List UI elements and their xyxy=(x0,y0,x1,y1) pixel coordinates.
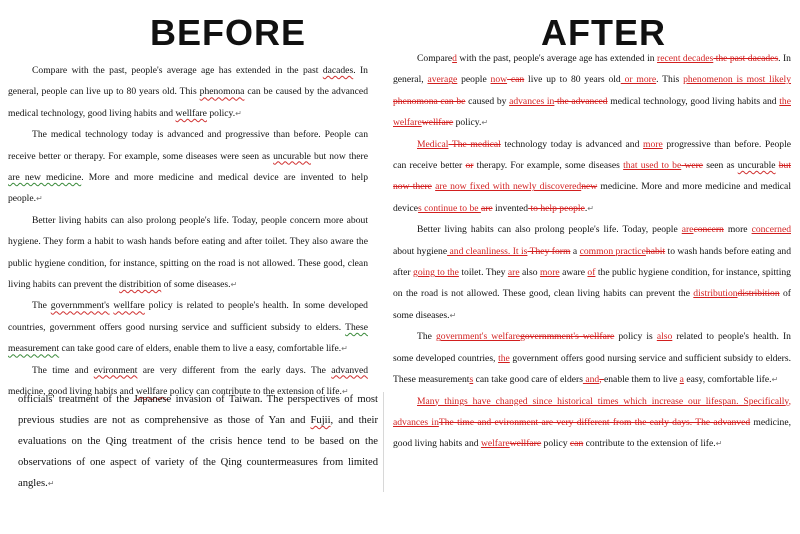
deleted-text: habit xyxy=(645,245,666,257)
deleted-text: can xyxy=(569,438,584,450)
paragraph-mark: ↵ xyxy=(587,203,594,213)
paragraph xyxy=(8,295,368,359)
spelling-error: distribition xyxy=(119,279,162,291)
deleted-text: distribition xyxy=(737,288,780,300)
inserted-text: s xyxy=(469,374,474,386)
paragraph xyxy=(393,48,791,134)
inserted-text: recent decades xyxy=(657,53,714,64)
paragraph-mark: ↵ xyxy=(771,375,779,385)
inserted-text: are xyxy=(507,267,520,279)
text-run: The xyxy=(417,331,436,343)
text-run: Better living habits can also prolong people's life. Today, people xyxy=(417,224,682,236)
grammar-error: These measurement xyxy=(8,321,368,355)
paragraph-mark: ↵ xyxy=(35,194,43,204)
text-run: The time and xyxy=(32,364,94,376)
text-run: , and their evaluations on the Qing treatment of the crisis hence tend to be based on the observations of one aspect of variety of the Qing countermeasures from limited angles. xyxy=(18,415,379,489)
paragraph xyxy=(393,391,791,455)
inserted-text: also xyxy=(656,331,673,343)
deleted-text: the past dacades xyxy=(713,53,779,64)
text-run: live up to 80 years old xyxy=(524,74,621,86)
text-run: the public hygiene condition, for instance, spitting on the road is not allowed. These good, clean living habits can prevent the xyxy=(393,267,791,300)
deleted-text: are xyxy=(480,202,493,214)
text-run: officials' treatment of the Japanese invasion of Taiwan. The perspectives of most previous studies are not as comprehensive as those of Yan and xyxy=(18,394,378,426)
spelling-error: advanved xyxy=(331,364,368,376)
text-run: but now there xyxy=(310,150,368,162)
text-run: Compare with the past, people's average age has extended in the past xyxy=(32,65,323,76)
text-run: Better living habits can also prolong people's life. Today, people concern more about hygiene. They form a habit to wash hands before eating and after toilet. They also aware the public hygiene condition, for instance, spitting on the road is not allowed. These good, clean living habits can prevent the xyxy=(8,214,368,291)
text-run: The xyxy=(32,300,51,312)
paragraph-mark: ↵ xyxy=(341,387,349,397)
deleted-text: the advanced xyxy=(554,95,608,107)
inserted-text: going to the xyxy=(413,267,459,279)
inserted-text: welfare xyxy=(480,438,510,450)
deleted-text: , xyxy=(599,374,604,386)
text-run: aware xyxy=(559,267,588,279)
deleted-text: to help people xyxy=(528,202,585,214)
spelling-error: uncurable xyxy=(737,160,776,172)
spelling-error: phenomona xyxy=(199,86,245,98)
deleted-text: governmment's wellfare xyxy=(520,331,615,343)
after-heading: AFTER xyxy=(541,12,666,53)
text-run: . This xyxy=(656,74,684,86)
spelling-error: wellfare xyxy=(175,107,207,119)
inserted-text: and xyxy=(582,374,600,386)
text-run: . In general, xyxy=(393,53,791,86)
paragraph xyxy=(393,326,791,390)
text-run: Compare xyxy=(417,53,453,64)
text-run: can take good care of elders xyxy=(473,374,583,386)
inserted-text: s continue to be xyxy=(418,202,481,214)
text-run: policy is xyxy=(614,331,657,343)
text-run: can take good care of elders, enable them to live a easy, comfortable life. xyxy=(59,343,342,355)
inserted-text: are now fixed with newly discovered xyxy=(435,181,582,193)
text-run: therapy. For example, some diseases xyxy=(473,160,624,172)
inserted-text: government's welfare xyxy=(435,331,521,343)
text-run: of some diseases. xyxy=(393,288,791,321)
text-run: government offers good nursing service and sufficient subsidy to elders. These measurement xyxy=(393,352,792,386)
text-run: progressive than before. People can receive better xyxy=(393,138,791,172)
text-run: medicine. More and more medicine and medical device xyxy=(393,181,791,214)
deleted-text: concern xyxy=(693,224,724,236)
inserted-text: now xyxy=(490,74,508,86)
text-run: policy. xyxy=(206,107,236,119)
text-run: seen as xyxy=(703,160,738,172)
deleted-text: can xyxy=(507,74,525,86)
deleted-text: or xyxy=(465,160,474,172)
inserted-text: d xyxy=(452,53,457,64)
deleted-text: wellfare xyxy=(421,117,454,129)
inserted-text: advances in xyxy=(509,95,555,107)
inserted-text: more xyxy=(643,138,663,150)
inserted-text: the welfare xyxy=(393,95,791,129)
deleted-text: wellfare xyxy=(509,438,542,450)
inserted-text: that used to be xyxy=(623,160,682,172)
paragraph-mark: ↵ xyxy=(715,439,723,449)
text-run: easy, comfortable life. xyxy=(683,374,772,386)
inserted-text: a xyxy=(679,374,684,386)
paragraph-mark: ↵ xyxy=(230,280,238,290)
text-run: policy is related to people's health. In some developed countries, government offers good nursing service and sufficient subsidy to elders. xyxy=(8,300,368,333)
inserted-text: concerned xyxy=(751,224,791,236)
inserted-text: Medical xyxy=(417,138,449,150)
inserted-text: or more xyxy=(620,74,657,86)
text-run: medicine, good living habits and xyxy=(8,386,136,398)
paragraph-mark: ↵ xyxy=(341,344,348,354)
spelling-error: wellfare xyxy=(113,300,145,312)
text-run: The medical technology today is advanced and progressive than before. People can receive better or therapy. For example, some diseases were seen as xyxy=(8,129,368,162)
paragraph-mark: ↵ xyxy=(481,118,489,128)
inserted-text: the xyxy=(498,352,510,364)
grammar-error: are new medicine xyxy=(8,172,82,184)
text-run: . More and more medicine and medical device are invented to help people. xyxy=(8,172,369,205)
inserted-text: common practice xyxy=(579,245,646,257)
text-run: medical technology, good living habits and xyxy=(607,95,780,107)
deleted-text: The time and evironment are very different from the early days. The advanved xyxy=(438,416,751,428)
text-run: . xyxy=(584,202,588,214)
paragraph xyxy=(8,124,368,210)
text-run: policy can contribute to the extension of life. xyxy=(167,386,342,398)
text-run: can be caused by the advanced medical technology, good living habits and xyxy=(8,86,368,119)
text-run: a xyxy=(570,245,580,257)
inserted-text: of xyxy=(587,267,596,279)
text-run: about hygiene xyxy=(393,245,448,257)
text-run: . In general, people can live up to 80 years old. This xyxy=(8,65,368,98)
text-run: are very different from the early days. The xyxy=(137,364,332,376)
spelling-error: evironment xyxy=(93,364,138,376)
before-document xyxy=(8,60,368,403)
text-run: with the past, people's average age has extended in xyxy=(456,53,658,64)
spelling-error: dacades xyxy=(322,65,354,76)
deleted-text: The medical xyxy=(448,138,501,150)
section-divider xyxy=(383,392,384,492)
paragraph xyxy=(393,219,791,326)
text-run: people xyxy=(457,74,491,86)
inserted-text: are xyxy=(681,224,694,236)
deleted-text: but now there xyxy=(393,160,792,193)
spelling-error: wellfare xyxy=(135,386,168,398)
text-run: invented xyxy=(492,202,529,214)
before-excerpt xyxy=(18,389,378,494)
inserted-text: distribution xyxy=(693,288,738,300)
text-run: medicine, good living habits and xyxy=(393,416,791,450)
deleted-text: new xyxy=(581,181,598,193)
inserted-text: Many things have changed since historical times which increase our lifespan. Specifically, advances in xyxy=(393,395,791,428)
text-run: caused by xyxy=(465,95,510,107)
deleted-text: phenomona can be xyxy=(393,95,466,107)
spelling-error: uncurable xyxy=(273,150,311,162)
spelling-error: governmment's xyxy=(50,300,110,312)
paragraph-mark: ↵ xyxy=(235,108,242,118)
text-run: enable them to live xyxy=(604,374,680,386)
paragraph-mark: ↵ xyxy=(449,310,457,320)
paragraph xyxy=(8,60,368,124)
text-run: policy xyxy=(541,438,570,450)
text-run: contribute to the extension of life. xyxy=(583,438,716,450)
text-run: related to people's health. In some developed countries, xyxy=(393,331,791,364)
spelling-error: Fujii xyxy=(310,415,331,426)
deleted-text: They form xyxy=(527,245,571,257)
text-run: toilet. They xyxy=(458,267,508,279)
inserted-text: average xyxy=(427,74,458,86)
inserted-text: and cleanliness. It is xyxy=(447,245,528,257)
paragraph xyxy=(393,134,791,220)
paragraph xyxy=(8,210,368,296)
deleted-text: were xyxy=(681,160,704,172)
paragraph-mark: ↵ xyxy=(47,479,55,488)
text-run: also xyxy=(519,267,540,279)
text-run: technology today is advanced and xyxy=(500,138,643,150)
before-heading: BEFORE xyxy=(150,12,307,53)
inserted-text: more xyxy=(539,267,560,279)
inserted-text: phenomenon is most likely xyxy=(683,74,792,86)
text-run: policy. xyxy=(453,117,482,129)
after-document xyxy=(393,48,791,455)
text-run: of some diseases. xyxy=(161,279,231,291)
text-run: more xyxy=(723,224,752,236)
text-run: to wash hands before eating and after xyxy=(393,245,791,279)
